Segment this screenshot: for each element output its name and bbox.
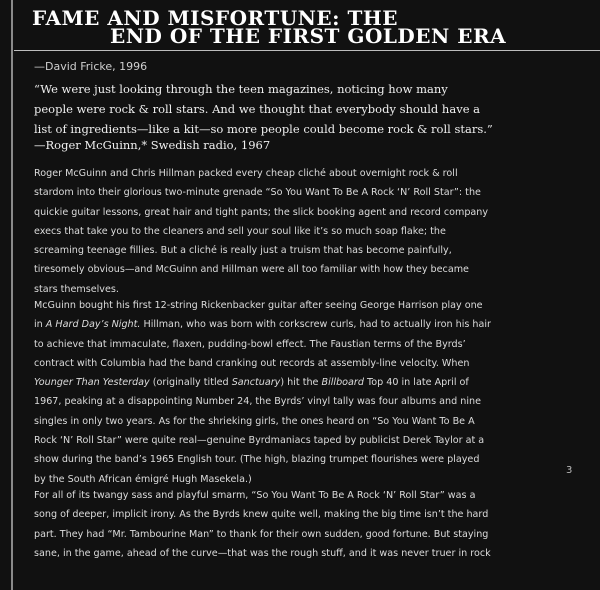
text-line: For all of its twangy sass and playful smarm, “So You Want To Be A Rock ‘N’ Roll Star” was a <box>34 490 476 501</box>
text-line: execs that take you to the cleaners and sell your soul like it’s so much soap flake; the <box>34 225 446 237</box>
quote-line: “We were just looking through the teen magazines, noticing how many <box>34 82 448 96</box>
paragraph-3 <box>34 486 504 563</box>
text-line: by the South African émigré Hugh Masekela.) <box>34 473 252 485</box>
title-line-1: FAME AND MISFORTUNE: THE <box>32 6 399 30</box>
text-line: sane, in the game, ahead of the curve—that was the rough stuff, and it was never truer in rock <box>34 547 491 559</box>
text-line: 1967, peaking at a disappointing Number 24, the Byrds’ vinyl tally was four albums and nine <box>34 396 481 408</box>
epigraph-quote <box>34 79 504 139</box>
album-title: Sanctuary <box>231 377 281 389</box>
left-border-rule <box>11 0 13 590</box>
text-line: tiresomely obvious—and McGuinn and Hillman were all too familiar with how they became <box>34 264 469 276</box>
quote-line: people were rock & roll stars. And we thought that everybody should have a <box>34 102 481 116</box>
text-line: stars themselves. <box>34 283 119 295</box>
album-title: Younger Than Yesterday <box>34 377 150 389</box>
text-line: Roger McGuinn and Chris Hillman packed every cheap cliché about overnight rock & roll <box>34 168 458 179</box>
text-line: show during the band’s 1965 English tour. (The high, blazing trumpet flourishes were played <box>34 454 480 466</box>
text-line <box>34 373 504 392</box>
author-byline: —David Fricke, 1996 <box>34 60 148 73</box>
text-line: song of deeper, implicit irony. As the Byrds knew quite well, making the big time isn’t the hard <box>34 509 489 521</box>
page-number: 3 <box>566 465 573 476</box>
text-line: screaming teenage fillies. But a cliché is really just a truism that has become painfully, <box>34 245 452 257</box>
quote-attribution: —Roger McGuinn,* Swedish radio, 1967 <box>34 138 271 152</box>
text-line: stardom into their glorious two-minute grenade “So You Want To Be A Rock ‘N’ Roll Star”: the <box>34 187 481 199</box>
text-line: singles in only two years. As for the shrieking girls, the ones heard on “So You Want To Be A <box>34 415 475 427</box>
text-line: Rock ‘N’ Roll Star” were quite real—genuine Byrdmaniacs taped by publicist Derek Taylor at a <box>34 435 485 447</box>
text-run: (originally titled <box>149 377 232 389</box>
text-run: ) hit the <box>280 377 322 389</box>
text-run: Top 40 in late April of <box>363 377 469 389</box>
quote-line: list of ingredients—like a kit—so more people could become rock & roll stars.” <box>34 122 493 136</box>
text-line: contract with Columbia had the band cranking out records at assembly-line velocity. When <box>34 357 470 369</box>
title-banner <box>14 0 600 51</box>
paragraph-1 <box>34 164 504 299</box>
film-title: A Hard Day’s Night. <box>45 319 141 331</box>
text-line: McGuinn bought his first 12-string Rickenbacker guitar after seeing George Harrison play one <box>34 300 483 311</box>
text-line <box>34 315 504 334</box>
paragraph-2 <box>34 296 504 489</box>
text-line: quickie guitar lessons, great hair and tight pants; the slick booking agent and record company <box>34 206 489 218</box>
title-line-2: END OF THE FIRST GOLDEN ERA <box>110 24 507 48</box>
text-run: Hillman, who was born with corkscrew curls, had to actually iron his hair <box>140 319 491 331</box>
text-line: part. They had “Mr. Tambourine Man” to thank for their own sudden, good fortune. But staying <box>34 528 489 540</box>
text-run: in <box>34 319 46 331</box>
magazine-title: Billboard <box>321 377 364 389</box>
text-line: to achieve that immaculate, flaxen, pudding-bowl effect. The Faustian terms of the Byrds’ <box>34 338 466 350</box>
